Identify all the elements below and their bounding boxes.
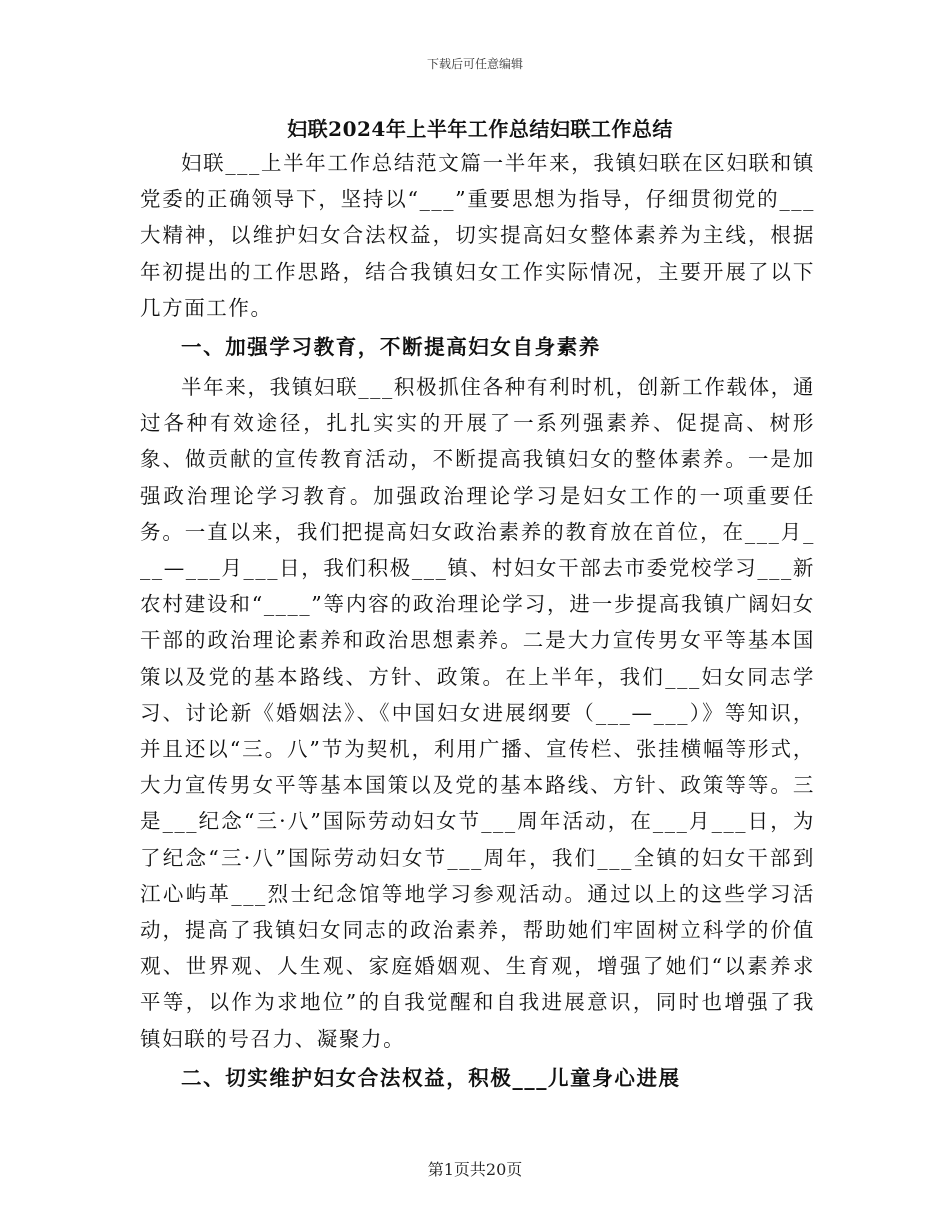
page-number: 第1页共20页	[427, 1160, 523, 1179]
header-note: 下载后可任意编辑	[426, 57, 523, 71]
intro-paragraph: 妇联___上半年工作总结范文篇一半年来，我镇妇联在区妇联和镇党委的正确领导下，坚持以“___”重要思想为指导，仔细贯彻党的___大精神，以维护妇女合法权益，切实提高妇女整体素养为主线，根据年初提出的工作思路，结合我镇妇女工作实际情况，主要开展了以下几方面工作。	[140, 151, 815, 320]
section-1-paragraph: 半年来，我镇妇联___积极抓住各种有利时机，创新工作载体，通过各种有效途径，扎扎实实的开展了一系列强素养、促提高、树形象、做贡献的宣传教育活动，不断提高我镇妇女的整体素养。一是加强政治理论学习教育。加强政治理论学习是妇女工作的一项重要任务。一直以来，我们把提高妇女政治素养的教育放在首位，在___月___—___月___日，我们积极___镇、村妇女干部去市委党校学习___新农村建设和“____”等内容的政治理论学习，进一步提高我镇广阔妇女干部的政治理论素养和政治思想素养。二是大力宣传男女平等基本国策以及党的基本路线、方针、政策。在上半年，我们___妇女同志学习、讨论新《婚姻法》、《中国妇女进展纲要（___—___）》等知识，并且还以“三。八”节为契机，利用广播、宣传栏、张挂横幅等形式，大力宣传男女平等基本国策以及党的基本路线、方针、政策等等。三是___纪念“三·八”国际劳动妇女节___周年活动，在___月___日，为了纪念“三·八”国际劳动妇女节___周年，我们___全镇的妇女干部到江心屿革___烈士纪念馆等地学习参观活动。通过以上的这些学习活动，提高了我镇妇女同志的政治素养，帮助她们牢固树立科学的价值观、世界观、人生观、家庭婚姻观、生育观，增强了她们“以素养求平等，以作为求地位”的自我觉醒和自我进展意识，同时也增强了我镇妇联的号召力、凝聚力。	[140, 375, 815, 1051]
document-body	[140, 145, 815, 1100]
section-heading-1: 一、加强学习教育，不断提高妇女自身素养	[181, 335, 601, 360]
document-title: 妇联2024年上半年工作总结妇联工作总结	[287, 117, 673, 141]
section-heading-2: 二、切实维护妇女合法权益，积极___儿童身心进展	[181, 1065, 681, 1090]
